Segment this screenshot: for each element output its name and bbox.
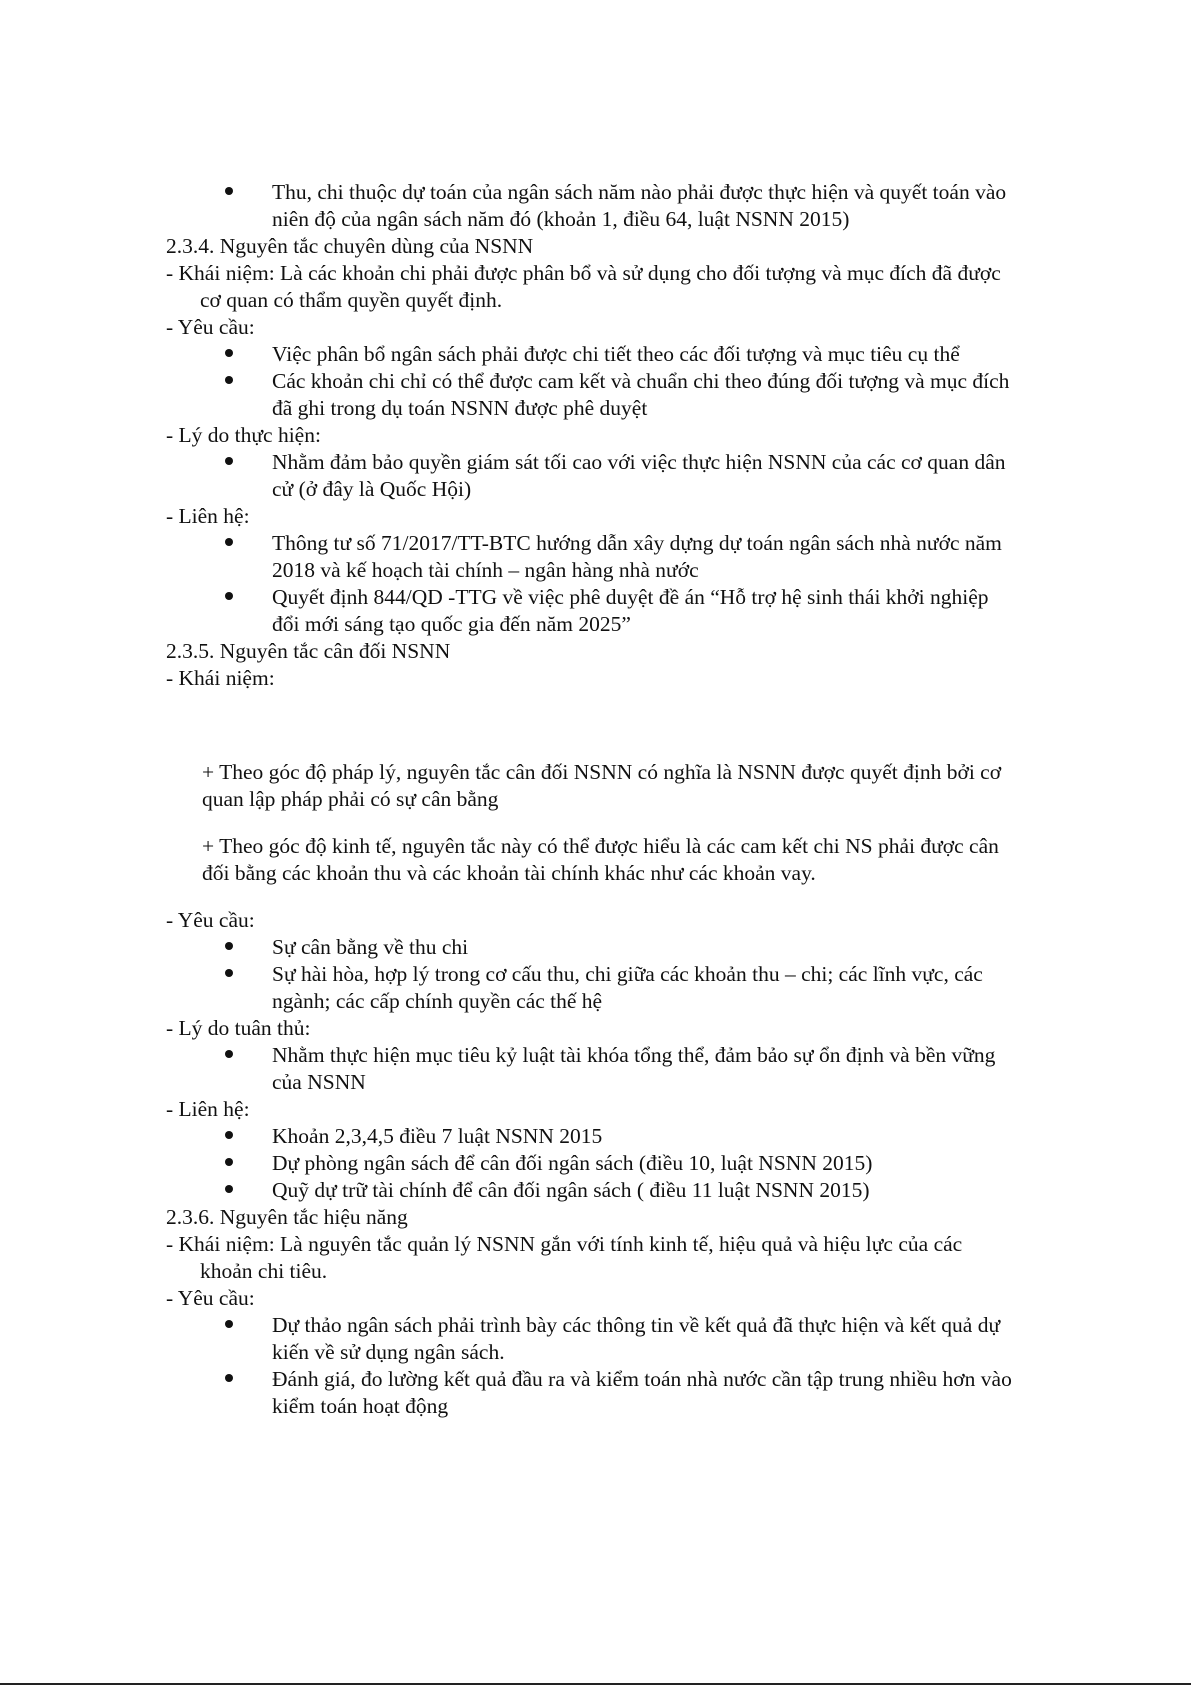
bullet-item-text: Sự cân bằng về thu chi	[272, 935, 469, 959]
text-line: + Theo góc độ kinh tế, nguyên tắc này có thể được hiểu là các cam kết chi NS phải được cân	[202, 834, 999, 858]
bullet-item-text: Nhằm đảm bảo quyền giám sát tối cao với việc thực hiện NSNN của các cơ quan dân	[272, 450, 1006, 474]
bullet-item-text: Dự phòng ngân sách để cân đối ngân sách (điều 10, luật NSNN 2015)	[272, 1151, 873, 1175]
bullet-dot-icon	[225, 457, 233, 465]
bullet-dot-icon	[225, 969, 233, 977]
section-heading: 2.3.4. Nguyên tắc chuyên dùng của NSNN	[166, 234, 534, 258]
text-line: - Liên hệ:	[166, 1097, 250, 1121]
text-line: cử (ở đây là Quốc Hội)	[272, 477, 472, 501]
bullet-item-text: Nhằm thực hiện mục tiêu kỷ luật tài khóa tổng thể, đảm bảo sự ổn định và bền vững	[272, 1043, 996, 1067]
bullet-item-text: Việc phân bổ ngân sách phải được chi tiết theo các đối tượng và mục tiêu cụ thể	[272, 342, 960, 366]
bullet-item-text: Quỹ dự trữ tài chính để cân đối ngân sách ( điều 11 luật NSNN 2015)	[272, 1178, 870, 1202]
text-line: kiến về sử dụng ngân sách.	[272, 1340, 505, 1364]
text-line: kiểm toán hoạt động	[272, 1394, 449, 1418]
bullet-dot-icon	[225, 1320, 233, 1328]
bullet-item-text: Khoản 2,3,4,5 điều 7 luật NSNN 2015	[272, 1124, 603, 1148]
text-line: - Khái niệm: Là các khoản chi phải được phân bổ và sử dụng cho đối tượng và mục đích đã được	[166, 261, 1001, 285]
text-line: - Yêu cầu:	[166, 315, 255, 339]
bullet-dot-icon	[225, 1050, 233, 1058]
text-line: - Liên hệ:	[166, 504, 250, 528]
text-line: niên độ của ngân sách năm đó (khoản 1, điều 64, luật NSNN 2015)	[272, 207, 850, 231]
section-heading: 2.3.5. Nguyên tắc cân đối NSNN	[166, 639, 451, 663]
bullet-item-text: Dự thảo ngân sách phải trình bày các thông tin về kết quả đã thực hiện và kết quả dự	[272, 1313, 1001, 1337]
text-line: đổi mới sáng tạo quốc gia đến năm 2025”	[272, 612, 631, 636]
bullet-item-text: Thông tư số 71/2017/TT-BTC hướng dẫn xây dựng dự toán ngân sách nhà nước năm	[272, 531, 1002, 555]
text-line: - Yêu cầu:	[166, 1286, 255, 1310]
text-line: - Khái niệm: Là nguyên tắc quản lý NSNN gắn với tính kinh tế, hiệu quả và hiệu lực của các	[166, 1232, 963, 1256]
bullet-dot-icon	[225, 1374, 233, 1382]
text-line: - Yêu cầu:	[166, 908, 255, 932]
text-line: của NSNN	[272, 1070, 366, 1094]
text-line: khoản chi tiêu.	[200, 1259, 328, 1283]
text-line: cơ quan có thẩm quyền quyết định.	[200, 288, 503, 312]
text-line: đối bằng các khoản thu và các khoản tài chính khác như các khoản vay.	[202, 861, 816, 885]
text-line: + Theo góc độ pháp lý, nguyên tắc cân đối NSNN có nghĩa là NSNN được quyết định bởi cơ	[202, 760, 1002, 784]
bullet-dot-icon	[225, 376, 233, 384]
bullet-item-text: Đánh giá, đo lường kết quả đầu ra và kiểm toán nhà nước cần tập trung nhiều hơn vào	[272, 1367, 1012, 1391]
bullet-dot-icon	[225, 592, 233, 600]
text-line: - Khái niệm:	[166, 666, 275, 690]
text-line: 2018 và kế hoạch tài chính – ngân hàng nhà nước	[272, 558, 699, 582]
bullet-dot-icon	[225, 942, 233, 950]
bullet-dot-icon	[225, 538, 233, 546]
bullet-item-text: Các khoản chi chỉ có thể được cam kết và chuẩn chi theo đúng đối tượng và mục đích	[272, 369, 1010, 393]
bullet-item-text: Thu, chi thuộc dự toán của ngân sách năm nào phải được thực hiện và quyết toán vào	[272, 180, 1007, 204]
text-line: quan lập pháp phải có sự cân bằng	[202, 787, 499, 811]
bullet-dot-icon	[225, 349, 233, 357]
bullet-dot-icon	[225, 1158, 233, 1166]
bullet-dot-icon	[225, 1131, 233, 1139]
text-line: đã ghi trong dụ toán NSNN được phê duyệt	[272, 396, 648, 420]
text-line: ngành; các cấp chính quyền các thế hệ	[272, 989, 603, 1013]
text-line: - Lý do thực hiện:	[166, 423, 321, 447]
bullet-item-text: Sự hài hòa, hợp lý trong cơ cấu thu, chi giữa các khoản thu – chi; các lĩnh vực, các	[272, 962, 983, 986]
text-line: - Lý do tuân thủ:	[166, 1016, 311, 1040]
bullet-dot-icon	[225, 187, 233, 195]
bullet-item-text: Quyết định 844/QD -TTG về việc phê duyệt đề án “Hỗ trợ hệ sinh thái khởi nghiệp	[272, 585, 989, 609]
bullet-dot-icon	[225, 1185, 233, 1193]
section-heading: 2.3.6. Nguyên tắc hiệu năng	[166, 1205, 408, 1229]
